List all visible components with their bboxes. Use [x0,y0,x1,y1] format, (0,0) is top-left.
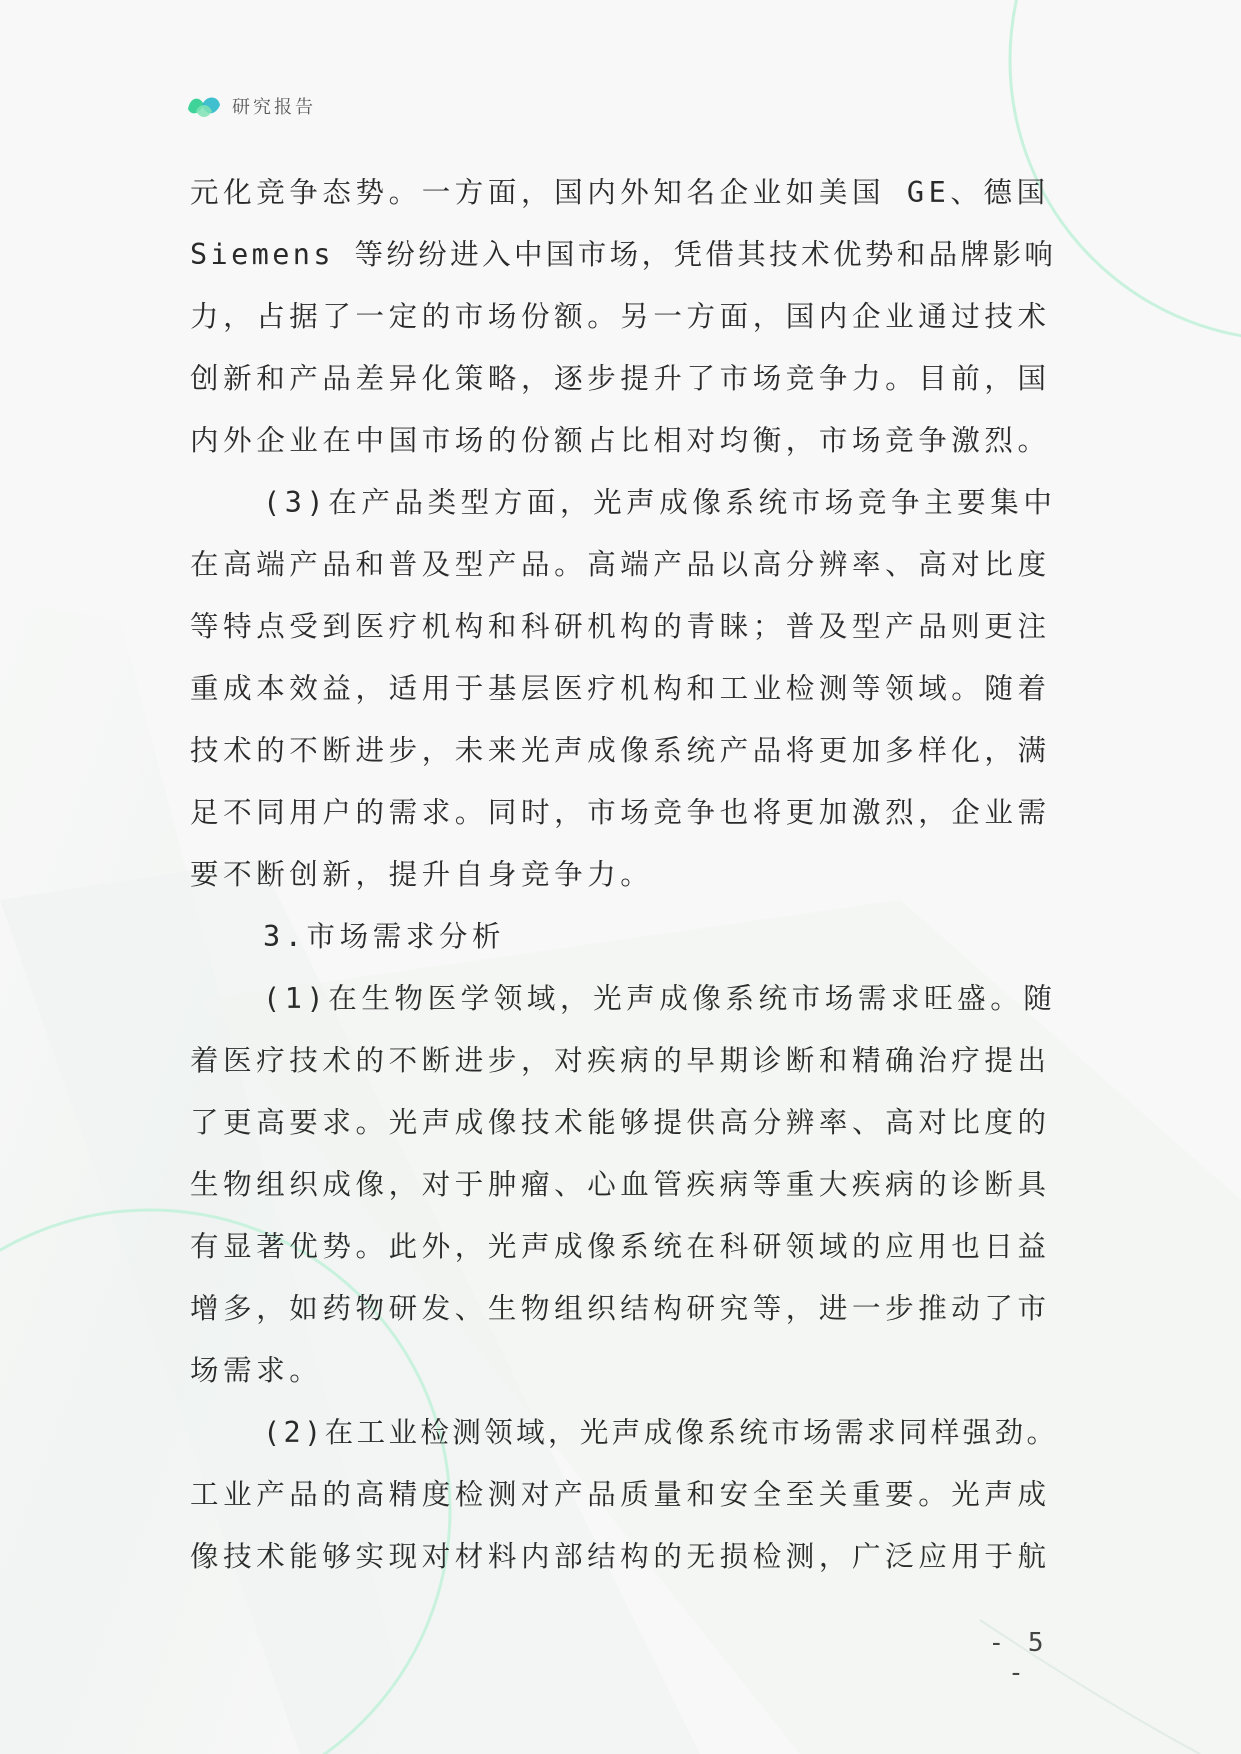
header-title: 研究报告 [232,97,316,118]
page-number: - 5 - [988,1628,1048,1688]
paragraph-start-line: (1)在生物医学领域，光声成像系统市场需求旺盛。随 [263,982,1057,1015]
body-line: 技术的不断进步，未来光声成像系统产品将更加多样化，满 [190,734,1051,767]
body-line: 增多，如药物研发、生物组织结构研究等，进一步推动了市 [190,1292,1051,1325]
body-line: 要不断创新，提升自身竞争力。 [190,858,654,891]
body-line: 内外企业在中国市场的份额占比相对均衡，市场竞争激烈。 [190,424,1051,457]
body-line: 元化竞争态势。一方面，国内外知名企业如美国 GE、德国 [190,176,1050,209]
paragraph-start-line: (3)在产品类型方面，光声成像系统市场竞争主要集中 [263,486,1057,519]
body-line: Siemens 等纷纷进入中国市场，凭借其技术优势和品牌影响 [190,238,1057,271]
body-line: 场需求。 [190,1354,323,1387]
body-line: 有显著优势。此外，光声成像系统在科研领域的应用也日益 [190,1230,1051,1263]
body-line: 着医疗技术的不断进步，对疾病的早期诊断和精确治疗提出 [190,1044,1051,1077]
body-line: 重成本效益，适用于基层医疗机构和工业检测等领域。随着 [190,672,1051,705]
leaf-logo-icon [186,91,222,121]
body-line: 生物组织成像，对于肿瘤、心血管疾病等重大疾病的诊断具 [190,1168,1051,1201]
body-line: 在高端产品和普及型产品。高端产品以高分辨率、高对比度 [190,548,1051,581]
body-line: 创新和产品差异化策略，逐步提升了市场竞争力。目前，国 [190,362,1051,395]
body-line: 工业产品的高精度检测对产品质量和安全至关重要。光声成 [190,1478,1051,1511]
report-header [186,88,316,124]
document-body [190,162,1060,1588]
body-line: 了更高要求。光声成像技术能够提供高分辨率、高对比度的 [190,1106,1051,1139]
section-heading: 3.市场需求分析 [263,920,506,953]
body-line: 力，占据了一定的市场份额。另一方面，国内企业通过技术 [190,300,1051,333]
body-line: 等特点受到医疗机构和科研机构的青睐；普及型产品则更注 [190,610,1051,643]
paragraph-start-line: (2)在工业检测领域，光声成像系统市场需求同样强劲。 [263,1416,1059,1449]
body-line: 像技术能够实现对材料内部结构的无损检测，广泛应用于航 [190,1540,1051,1573]
body-line: 足不同用户的需求。同时，市场竞争也将更加激烈，企业需 [190,796,1051,829]
